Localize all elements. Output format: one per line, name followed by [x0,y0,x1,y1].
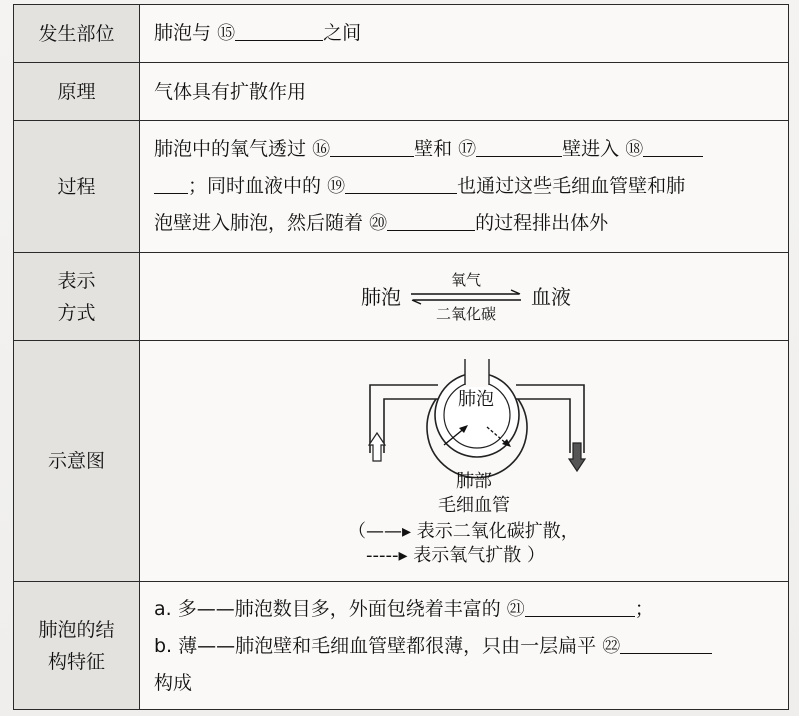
fill-blank-18[interactable] [643,134,703,157]
principle-cell: 气体具有扩散作用 [140,63,789,121]
fill-blank-18-cont[interactable] [154,171,188,194]
process-line: 泡壁进入肺泡，然后随着 ⑳ 的过程排出体外 [154,205,778,242]
arrow-top-label: 氧气 [450,270,481,289]
equation-left: 肺泡 [361,284,401,309]
table-row [14,341,789,582]
table-row [14,121,789,253]
location-cell: 肺泡与 ⑮ 之间 [140,5,789,63]
capillary-label-1: 肺部 [456,471,492,492]
row-header: 表示 方式 [14,253,140,341]
table-row [14,582,789,710]
table-row [14,5,789,63]
legend-co2: （——▸ 表示二氧化碳扩散， [348,521,579,542]
fill-blank-22[interactable] [620,631,712,654]
representation-cell [140,253,789,341]
table-row [14,253,789,341]
structure-line: b. 薄——肺泡壁和毛细血管壁都很薄，只由一层扁平 ㉒ [154,628,778,665]
diagram-cell [140,341,789,582]
structure-cell [140,582,789,710]
alveolus-diagram [140,341,788,581]
process-line: 肺泡中的氧气透过 ⑯ 壁和 ⑰ 壁进入 ⑱ [154,131,778,168]
process-line: ；同时血液中的 ⑲ 也通过这些毛细血管壁和肺 [154,168,778,205]
equation-right: 血液 [531,284,571,309]
fill-blank-16[interactable] [330,134,414,157]
row-header: 过程 [14,121,140,253]
blank-number: ⑮ [217,23,236,44]
reversible-arrows [407,271,525,323]
gas-exchange-equation [154,271,778,323]
fill-blank-15[interactable] [235,18,323,41]
row-header: 原理 [14,63,140,121]
row-header: 示意图 [14,341,140,582]
fill-blank-20[interactable] [387,208,475,231]
row-header: 肺泡的结 构特征 [14,582,140,710]
structure-line: 构成 [154,671,193,694]
arrow-bottom-label: 二氧化碳 [435,304,496,323]
table-row [14,63,789,121]
legend-o2: -----▸ 表示氧气扩散 ） [366,545,545,566]
capillary-label-2: 毛细血管 [438,495,510,516]
fill-blank-21[interactable] [525,594,635,617]
knowledge-table [13,4,789,710]
process-cell [140,121,789,253]
structure-line: a. 多——肺泡数目多，外面包绕着丰富的 ㉑ ； [154,591,778,628]
alveolus-label: 肺泡 [458,389,494,410]
row-header: 发生部位 [14,5,140,63]
fill-blank-17[interactable] [476,134,562,157]
fill-blank-19[interactable] [345,171,457,194]
